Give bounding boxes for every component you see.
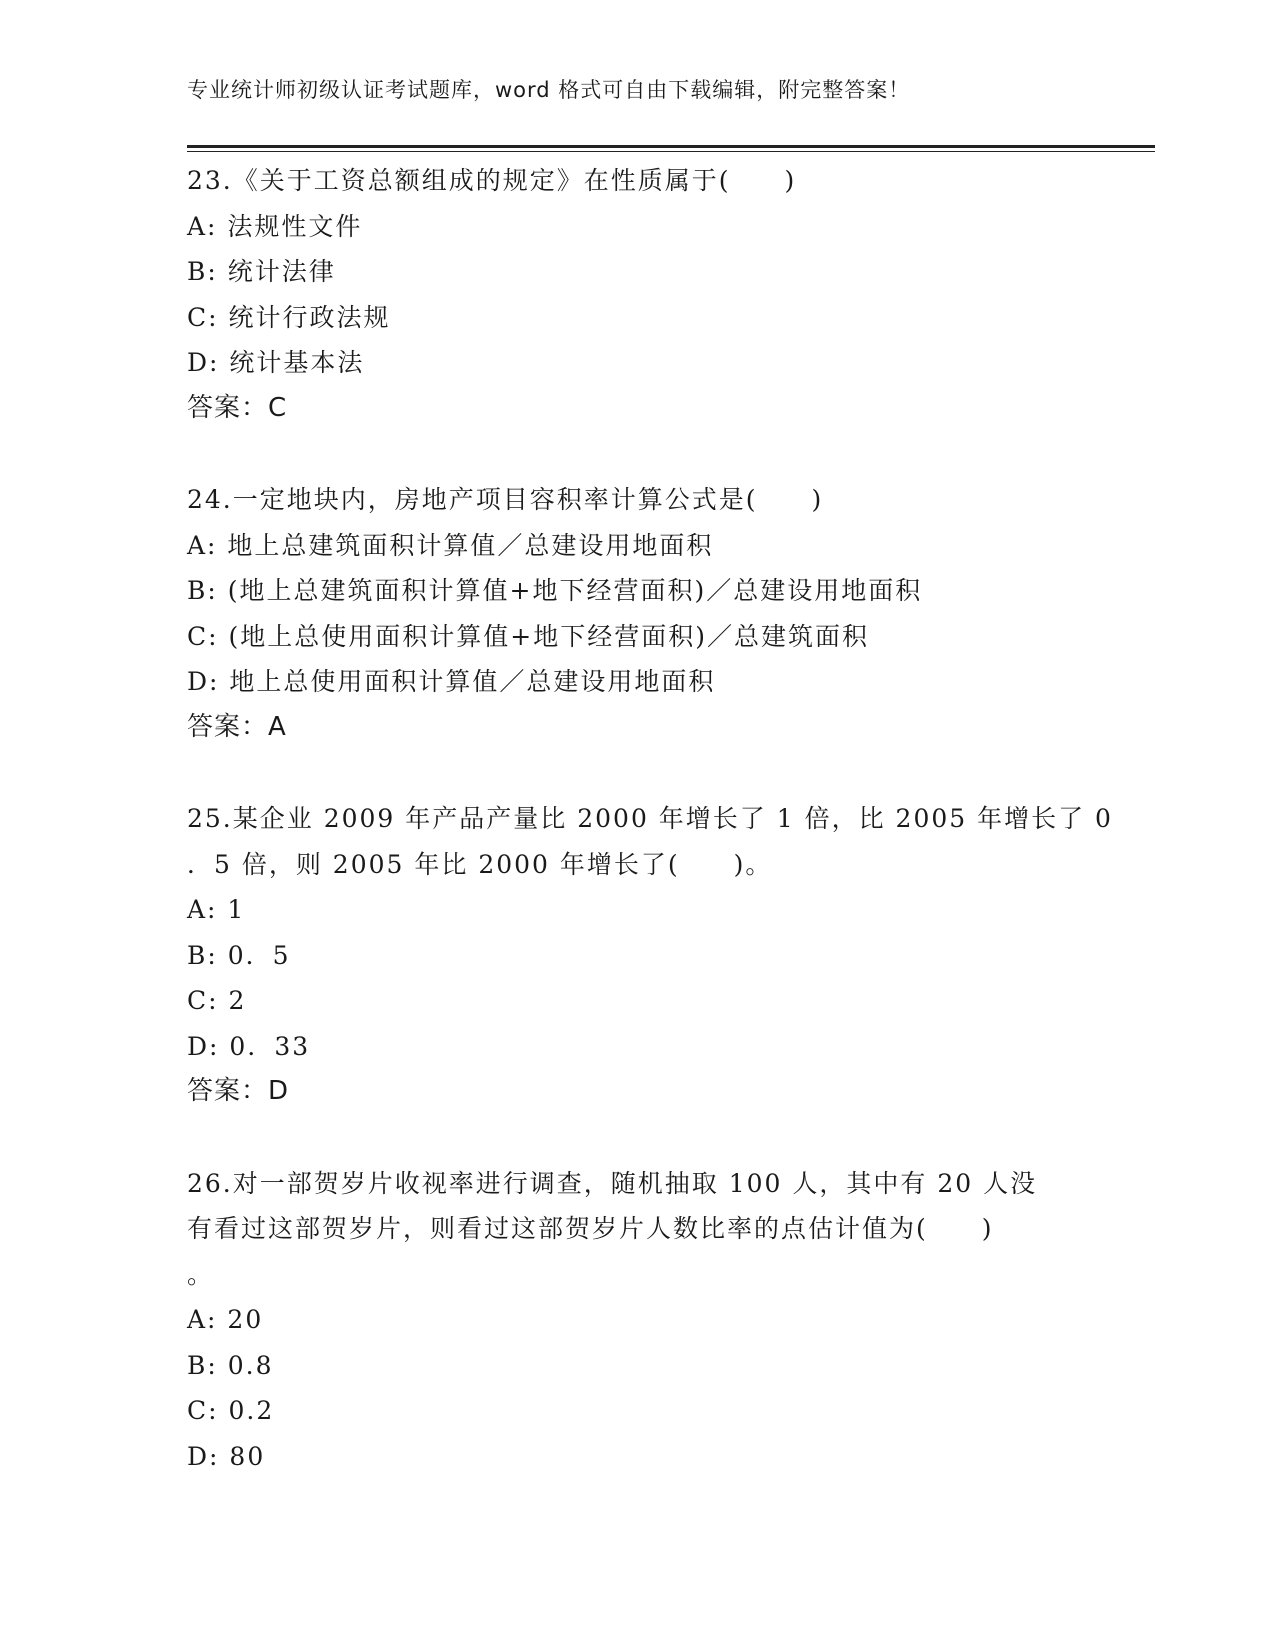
question-stem: 23.《关于工资总额组成的规定》在性质属于( ) bbox=[187, 166, 797, 195]
question-stem: 25.某企业 2009 年产品产量比 2000 年增长了 1 倍，比 2005 年增长了 0 bbox=[187, 804, 1113, 833]
header-rule-thin bbox=[187, 151, 1155, 152]
option-b: B: 0．5 bbox=[187, 940, 291, 970]
option-a: A: 地上总建筑面积计算值／总建设用地面积 bbox=[187, 530, 714, 560]
question-25 bbox=[187, 796, 1113, 1115]
question-24 bbox=[187, 477, 1087, 750]
option-d: D: 80 bbox=[187, 1441, 266, 1471]
question-stem-end: 。 bbox=[187, 1259, 215, 1289]
header-rule-thick bbox=[187, 145, 1155, 148]
option-d: D: 统计基本法 bbox=[187, 348, 365, 377]
option-c: C: 0.2 bbox=[187, 1396, 275, 1425]
option-c: C: 统计行政法规 bbox=[187, 302, 391, 332]
question-stem-continued: 有看过这部贺岁片，则看过这部贺岁片人数比率的点估计值为( ) bbox=[187, 1214, 994, 1243]
question-stem: 24.一定地块内，房地产项目容积率计算公式是( ) bbox=[187, 485, 824, 514]
option-b: B: 0.8 bbox=[187, 1350, 274, 1380]
question-26 bbox=[187, 1161, 1087, 1480]
option-a: A: 20 bbox=[187, 1305, 264, 1334]
option-a: A: 1 bbox=[187, 895, 246, 924]
option-c: C: 2 bbox=[187, 986, 247, 1015]
answer-line: 答案：C bbox=[187, 392, 288, 423]
option-c: C: (地上总使用面积计算值+地下经营面积)／总建筑面积 bbox=[187, 621, 869, 651]
question-23 bbox=[187, 158, 1087, 431]
question-stem-continued: ．5 倍，则 2005 年比 2000 年增长了( )。 bbox=[187, 849, 773, 879]
option-a: A: 法规性文件 bbox=[187, 211, 363, 241]
option-d: D: 0．33 bbox=[187, 1031, 311, 1061]
option-b: B: 统计法律 bbox=[187, 257, 336, 286]
question-list bbox=[187, 158, 1113, 1479]
question-stem: 26.对一部贺岁片收视率进行调查，随机抽取 100 人，其中有 20 人没 bbox=[187, 1168, 1038, 1198]
option-b: B: (地上总建筑面积计算值+地下经营面积)／总建设用地面积 bbox=[187, 576, 923, 605]
answer-line: 答案：D bbox=[187, 1076, 290, 1106]
answer-line: 答案：A bbox=[187, 711, 287, 742]
option-d: D: 地上总使用面积计算值／总建设用地面积 bbox=[187, 667, 716, 696]
page-header: 专业统计师初级认证考试题库，word 格式可自由下载编辑，附完整答案！ bbox=[187, 78, 911, 102]
